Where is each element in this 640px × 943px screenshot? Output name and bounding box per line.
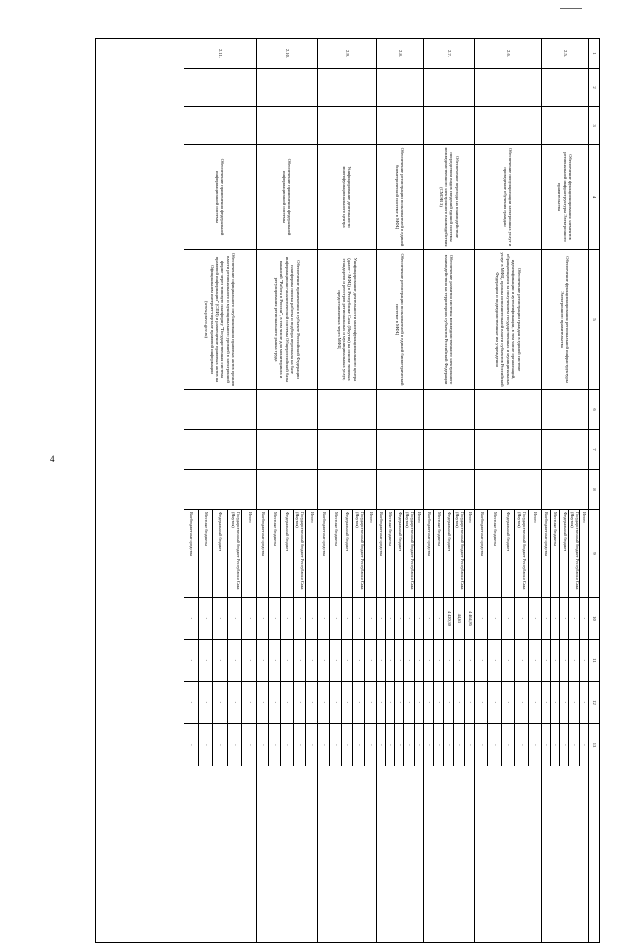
funding-value: - [306,682,317,724]
funding-source-row [394,510,403,766]
task-description: Унифицирование деятельности многофункционального центра [318,145,376,250]
funding-value: - [475,598,487,640]
funding-source-row [559,510,568,766]
funding-value: - [434,682,443,724]
funding-source-name: Местные бюджеты [488,510,500,598]
funding-value: - [437,744,442,746]
task-description: Обеспечение функционирования элементов региональной инфраструктуры Электронного правительства [542,145,588,250]
funding-sources [318,510,376,766]
column-header-12: 12 [589,682,599,724]
empty-cell-col6 [424,390,474,430]
funding-value: - [493,744,499,746]
funding-source-row [257,510,268,766]
funding-value: - [467,744,473,746]
funding-value: - [488,640,500,682]
funding-value: - [184,598,198,640]
funding-value: - [395,682,403,724]
empty-cell-col7 [184,430,256,470]
funding-source-name: Федеральный бюджет [502,510,514,598]
funding-value: - [242,682,256,724]
funding-value: - [506,744,512,746]
column-header-7: 7 [589,430,599,470]
empty-cell-col6 [475,390,541,430]
funding-source-row [293,510,305,766]
funding-value: - [386,682,394,724]
funding-value: - [247,744,253,746]
funding-source-row [212,510,227,766]
empty-cell-col8 [377,470,423,510]
empty-cell-col2 [257,69,317,107]
funding-source-row [377,510,385,766]
funding-source-name: Государственный бюджет Республики Саха (Якутия) [515,510,527,598]
task-description: Обеспечение применения федеральной информационной системы [184,145,256,250]
table-row [423,39,474,942]
funding-sources [542,510,588,766]
funding-source-name: Итого [365,510,376,598]
funding-value: - [542,598,550,640]
funding-value: - [294,598,305,640]
row-number: 2.10. [257,39,317,69]
funding-value: - [415,682,423,724]
empty-cell-col7 [318,430,376,470]
task-description: Обеспечение перехода на взаимодействие посредством видов сведений единой системы межведомственного электронного взаимодействия (СМЭВ 3) [424,145,474,250]
event-description: Обеспечение применения в субъекте Российской Федерации платформы поиска работы и подбора персонала на базе информационно-аналитической системы Общероссийской базы вакансий "Работа в России", в том числе для мониторинга и регулирования регионального рынка труда [257,250,317,390]
funding-source-name: Местные бюджеты [330,510,341,598]
funding-value: - [257,682,268,724]
funding-source-row [364,510,376,766]
funding-source-row [329,510,341,766]
funding-value: - [257,640,268,682]
funding-source-row [241,510,256,766]
funding-value: - [281,640,292,682]
empty-cell-col7 [257,430,317,470]
funding-value: - [404,682,414,724]
funding-value: - [379,744,385,746]
funding-value: - [228,682,242,724]
table-row [317,39,376,942]
funding-value: - [553,744,559,746]
funding-source-name: Государственный бюджет Республики Саха (Якутия) [454,510,464,598]
funding-source-row [403,510,414,766]
funding-source-name: Местные бюджеты [434,510,443,598]
funding-source-name: Федеральный бюджет [213,510,227,598]
empty-cell-col3 [318,107,376,145]
funding-source-name: Местные бюджеты [269,510,280,598]
funding-source-row [305,510,317,766]
funding-source-name: Федеральный бюджет [342,510,353,598]
funding-source-name: Государственный бюджет Республики Саха (Якутия) [404,510,414,598]
event-description: Обеспечение официального опубликования правовых актов органов власти регионального и муниципального уровней в электронной форме через типовую платформу "Государственная система правовой информации" (СПИ) и размещение правовых актов на Официальном интернет-портале правовой информации (www.pravo.gov.ru) [184,250,256,390]
funding-source-name: Внебюджетные средства [377,510,385,598]
funding-value: - [330,598,341,640]
funding-value: - [377,598,385,640]
empty-cell-col3 [424,107,474,145]
funding-value: - [242,598,256,640]
funding-source-name: Государственный бюджет Республики Саха (Якутия) [228,510,242,598]
empty-cell-col3 [377,107,423,145]
funding-value: - [475,682,487,724]
funding-source-name: Федеральный бюджет [281,510,292,598]
empty-cell-col7 [424,430,474,470]
row-number: 2.6. [475,39,541,69]
funding-value: - [542,640,550,682]
empty-cell-col2 [318,69,376,107]
funding-source-row [268,510,280,766]
funding-source-row [443,510,453,766]
empty-cell-col7 [475,430,541,470]
funding-source-row [227,510,242,766]
funding-value: - [321,744,327,746]
funding-value: - [353,640,364,682]
funding-value: 44,65 [454,598,464,640]
funding-source-name: Итого [529,510,541,598]
empty-cell-col6 [377,390,423,430]
funding-value: - [218,744,224,746]
empty-cell-col3 [184,107,256,145]
funding-source-name: Внебюджетные средства [475,510,487,598]
funding-sources [475,510,541,766]
task-description: Обеспечение регистрации пользователей в единой биометрической системе в МФЦ [377,145,423,250]
funding-value: - [569,598,579,640]
funding-value: - [306,598,317,640]
funding-value: - [297,744,303,746]
funding-value: - [395,598,403,640]
funding-source-name: Итого [306,510,317,598]
funding-value: - [533,744,539,746]
task-description: Обеспечение применения федеральной информационной системы [257,145,317,250]
event-description: Обеспечение регистрации граждан в единой системе идентификации и аутентификации, в том числе организаций, обращающихся за получением государственных и муниципальных услуг в МФЦ, органы исполнительной власти субъектов Российской Федерации и подведомственные им учреждения [475,250,541,390]
funding-value: - [386,640,394,682]
funding-value: - [388,744,394,746]
row-number: 2.7. [424,39,474,69]
funding-source-row [424,510,433,766]
funding-value: - [551,640,559,682]
funding-source-name: Местные бюджеты [199,510,213,598]
funding-source-name: Государственный бюджет Республики Саха (Якутия) [294,510,305,598]
funding-value: - [342,598,353,640]
funding-value: - [342,682,353,724]
funding-source-row [453,510,464,766]
funding-value: - [404,640,414,682]
funding-value: - [199,682,213,724]
column-header-6: 6 [589,390,599,430]
funding-value: - [330,640,341,682]
funding-source-name: Федеральный бюджет [395,510,403,598]
funding-value: - [397,744,403,746]
funding-value: - [365,682,376,724]
funding-value: - [213,682,227,724]
column-header-1: 1 [589,39,599,69]
funding-source-row [433,510,443,766]
funding-source-name: Итого [580,510,588,598]
funding-source-row [352,510,364,766]
funding-value: - [502,682,514,724]
column-header-8: 8 [589,470,599,510]
funding-value: - [377,682,385,724]
funding-source-name: Внебюджетные средства [184,510,198,598]
funding-source-row [464,510,474,766]
funding-value: - [294,640,305,682]
empty-cell-col2 [475,69,541,107]
funding-value: - [454,640,464,682]
funding-source-row [385,510,394,766]
row-number: 2.8. [377,39,423,69]
funding-value: - [551,682,559,724]
funding-value: - [294,682,305,724]
funding-value: - [562,744,568,746]
funding-value: - [515,598,527,640]
funding-value: - [377,640,385,682]
empty-cell-col8 [475,470,541,510]
funding-value: - [261,744,267,746]
funding-source-name: Федеральный бюджет [444,510,453,598]
empty-cell-col7 [542,430,588,470]
empty-cell-col2 [377,69,423,107]
funding-value: - [560,682,568,724]
funding-value: - [444,682,453,724]
empty-cell-col2 [542,69,588,107]
funding-value: - [306,640,317,682]
funding-value: - [386,598,394,640]
funding-value: - [515,640,527,682]
funding-value: - [580,598,588,640]
funding-value: - [318,682,329,724]
funding-sources [184,510,256,766]
funding-value: - [560,640,568,682]
funding-value: - [580,682,588,724]
table-row [541,39,588,942]
funding-value: - [479,744,485,746]
funding-value: - [560,598,568,640]
funding-source-row [198,510,213,766]
funding-value: - [365,598,376,640]
funding-value: - [415,598,423,640]
funding-source-row [475,510,487,766]
row-number: 2.11. [184,39,256,69]
funding-value: - [199,640,213,682]
funding-value: - [407,744,413,746]
column-header-13: 13 [591,742,597,748]
funding-sources [377,510,423,766]
empty-cell-col8 [424,470,474,510]
funding-value: - [318,598,329,640]
funding-value: - [213,640,227,682]
funding-source-row [341,510,353,766]
column-header-5: 5 [589,250,599,390]
funding-value: - [333,744,339,746]
funding-value: - [281,682,292,724]
funding-value: - [454,682,464,724]
funding-sources [257,510,317,766]
funding-source-row [280,510,292,766]
funding-source-name: Внебюджетные средства [542,510,550,598]
funding-value: - [457,744,463,746]
column-header-10: 10 [589,598,599,640]
table-row [474,39,541,942]
row-number: 2.9. [318,39,376,69]
funding-value: - [447,744,453,746]
funding-value: - [424,682,433,724]
column-header-9: 9 [589,510,599,598]
corner-mark [560,8,582,9]
funding-source-row [568,510,579,766]
funding-value: - [529,598,541,640]
column-header-11: 11 [589,640,599,682]
funding-value: - [242,640,256,682]
funding-source-row [550,510,559,766]
column-header-3: 3 [589,107,599,145]
page-number: 4 [50,454,55,464]
funding-value: - [309,744,315,746]
funding-value: - [199,598,213,640]
funding-sources [424,510,474,766]
funding-value: - [269,598,280,640]
funding-value: - [417,744,423,746]
funding-value: - [395,640,403,682]
table-row [184,39,256,942]
funding-source-name: Государственный бюджет Республики Саха (Якутия) [569,510,579,598]
funding-value: - [424,598,433,640]
funding-source-name: Внебюджетные средства [424,510,433,598]
funding-value: - [465,682,474,724]
funding-value: - [529,682,541,724]
funding-value: - [502,598,514,640]
empty-cell-col6 [184,390,256,430]
funding-value: - [269,682,280,724]
funding-value: - [515,682,527,724]
funding-value: - [424,640,433,682]
funding-value: - [569,640,579,682]
funding-value: - [330,682,341,724]
event-description: Унифицирование деятельности многофункционального центра (далее - МФЦ) в Республике Саха (Якутия) на основе типовых стандартов и реестров региональных и муниципальных услуг, предоставляемых через МФЦ [318,250,376,390]
funding-value: - [184,682,198,724]
funding-value: - [542,682,550,724]
empty-cell-col3 [257,107,317,145]
funding-value: - [189,744,195,746]
table-row [256,39,317,942]
funding-value: - [357,744,363,746]
funding-value: 4 464,95 [465,598,474,640]
funding-value: - [544,744,550,746]
funding-value: - [369,744,375,746]
funding-value: - [342,640,353,682]
funding-source-row [184,510,198,766]
funding-source-row [514,510,527,766]
funding-value: - [228,640,242,682]
funding-source-row [414,510,423,766]
funding-source-name: Итого [415,510,423,598]
funding-value: 4 420,30 [444,598,453,640]
table-row [376,39,423,942]
funding-source-name: Государственный бюджет Республики Саха (Якутия) [353,510,364,598]
task-description: Обеспечение популяризации электронных услуг и проведение обучения граждан [475,145,541,250]
empty-cell-col3 [542,107,588,145]
empty-cell-col8 [184,470,256,510]
funding-value: - [434,598,443,640]
funding-value: - [502,640,514,682]
funding-value: - [273,744,279,746]
funding-source-row [501,510,514,766]
column-number-header [588,39,599,942]
funding-value: - [551,598,559,640]
funding-value: - [353,598,364,640]
funding-source-name: Внебюджетные средства [257,510,268,598]
empty-cell-col6 [257,390,317,430]
funding-value: - [233,744,239,746]
funding-value: - [465,640,474,682]
funding-source-row [487,510,500,766]
empty-cell-col2 [424,69,474,107]
column-header-2: 2 [589,69,599,107]
funding-value: - [569,682,579,724]
empty-cell-col2 [184,69,256,107]
funding-source-name: Итого [242,510,256,598]
funding-value: - [281,598,292,640]
funding-value: - [434,640,443,682]
funding-source-name: Местные бюджеты [386,510,394,598]
funding-value: - [184,640,198,682]
funding-value: - [353,682,364,724]
funding-value: - [488,598,500,640]
funding-value: - [345,744,351,746]
funding-value: - [488,682,500,724]
empty-cell-col8 [542,470,588,510]
event-description: Обеспечение развития системы межведомственного электронного взаимодействия на территориях субъектов Российской Федерации [424,250,474,390]
funding-source-name: Местные бюджеты [551,510,559,598]
funding-value: - [444,640,453,682]
funding-value: - [365,640,376,682]
empty-cell-col3 [475,107,541,145]
funding-value: - [415,640,423,682]
funding-value: - [582,744,588,746]
funding-value: - [572,744,578,746]
funding-value: - [213,598,227,640]
funding-source-row [318,510,329,766]
funding-value: - [580,640,588,682]
funding-value: - [257,598,268,640]
column-header-4: 4 [589,145,599,250]
funding-value: - [318,640,329,682]
row-number: 2.5. [542,39,588,69]
event-description: Обеспечение регистрации пользователей в единой биометрической системе в МФЦ [377,250,423,390]
funding-source-name: Внебюджетные средства [318,510,329,598]
funding-value: - [228,598,242,640]
funding-value: - [203,744,209,746]
funding-value: - [269,640,280,682]
event-description: Обеспечение функционирования региональной инфраструктуры Электронного правительства [542,250,588,390]
empty-cell-col8 [318,470,376,510]
funding-source-row [579,510,588,766]
budget-table [95,38,600,943]
funding-value: - [475,640,487,682]
funding-source-name: Федеральный бюджет [560,510,568,598]
funding-value: - [529,640,541,682]
funding-source-name: Итого [465,510,474,598]
funding-source-row [528,510,541,766]
funding-value: - [519,744,525,746]
empty-cell-col8 [257,470,317,510]
empty-cell-col6 [542,390,588,430]
funding-value: - [426,744,432,746]
empty-cell-col7 [377,430,423,470]
funding-value: - [404,598,414,640]
funding-source-row [542,510,550,766]
empty-cell-col6 [318,390,376,430]
funding-value: - [285,744,291,746]
